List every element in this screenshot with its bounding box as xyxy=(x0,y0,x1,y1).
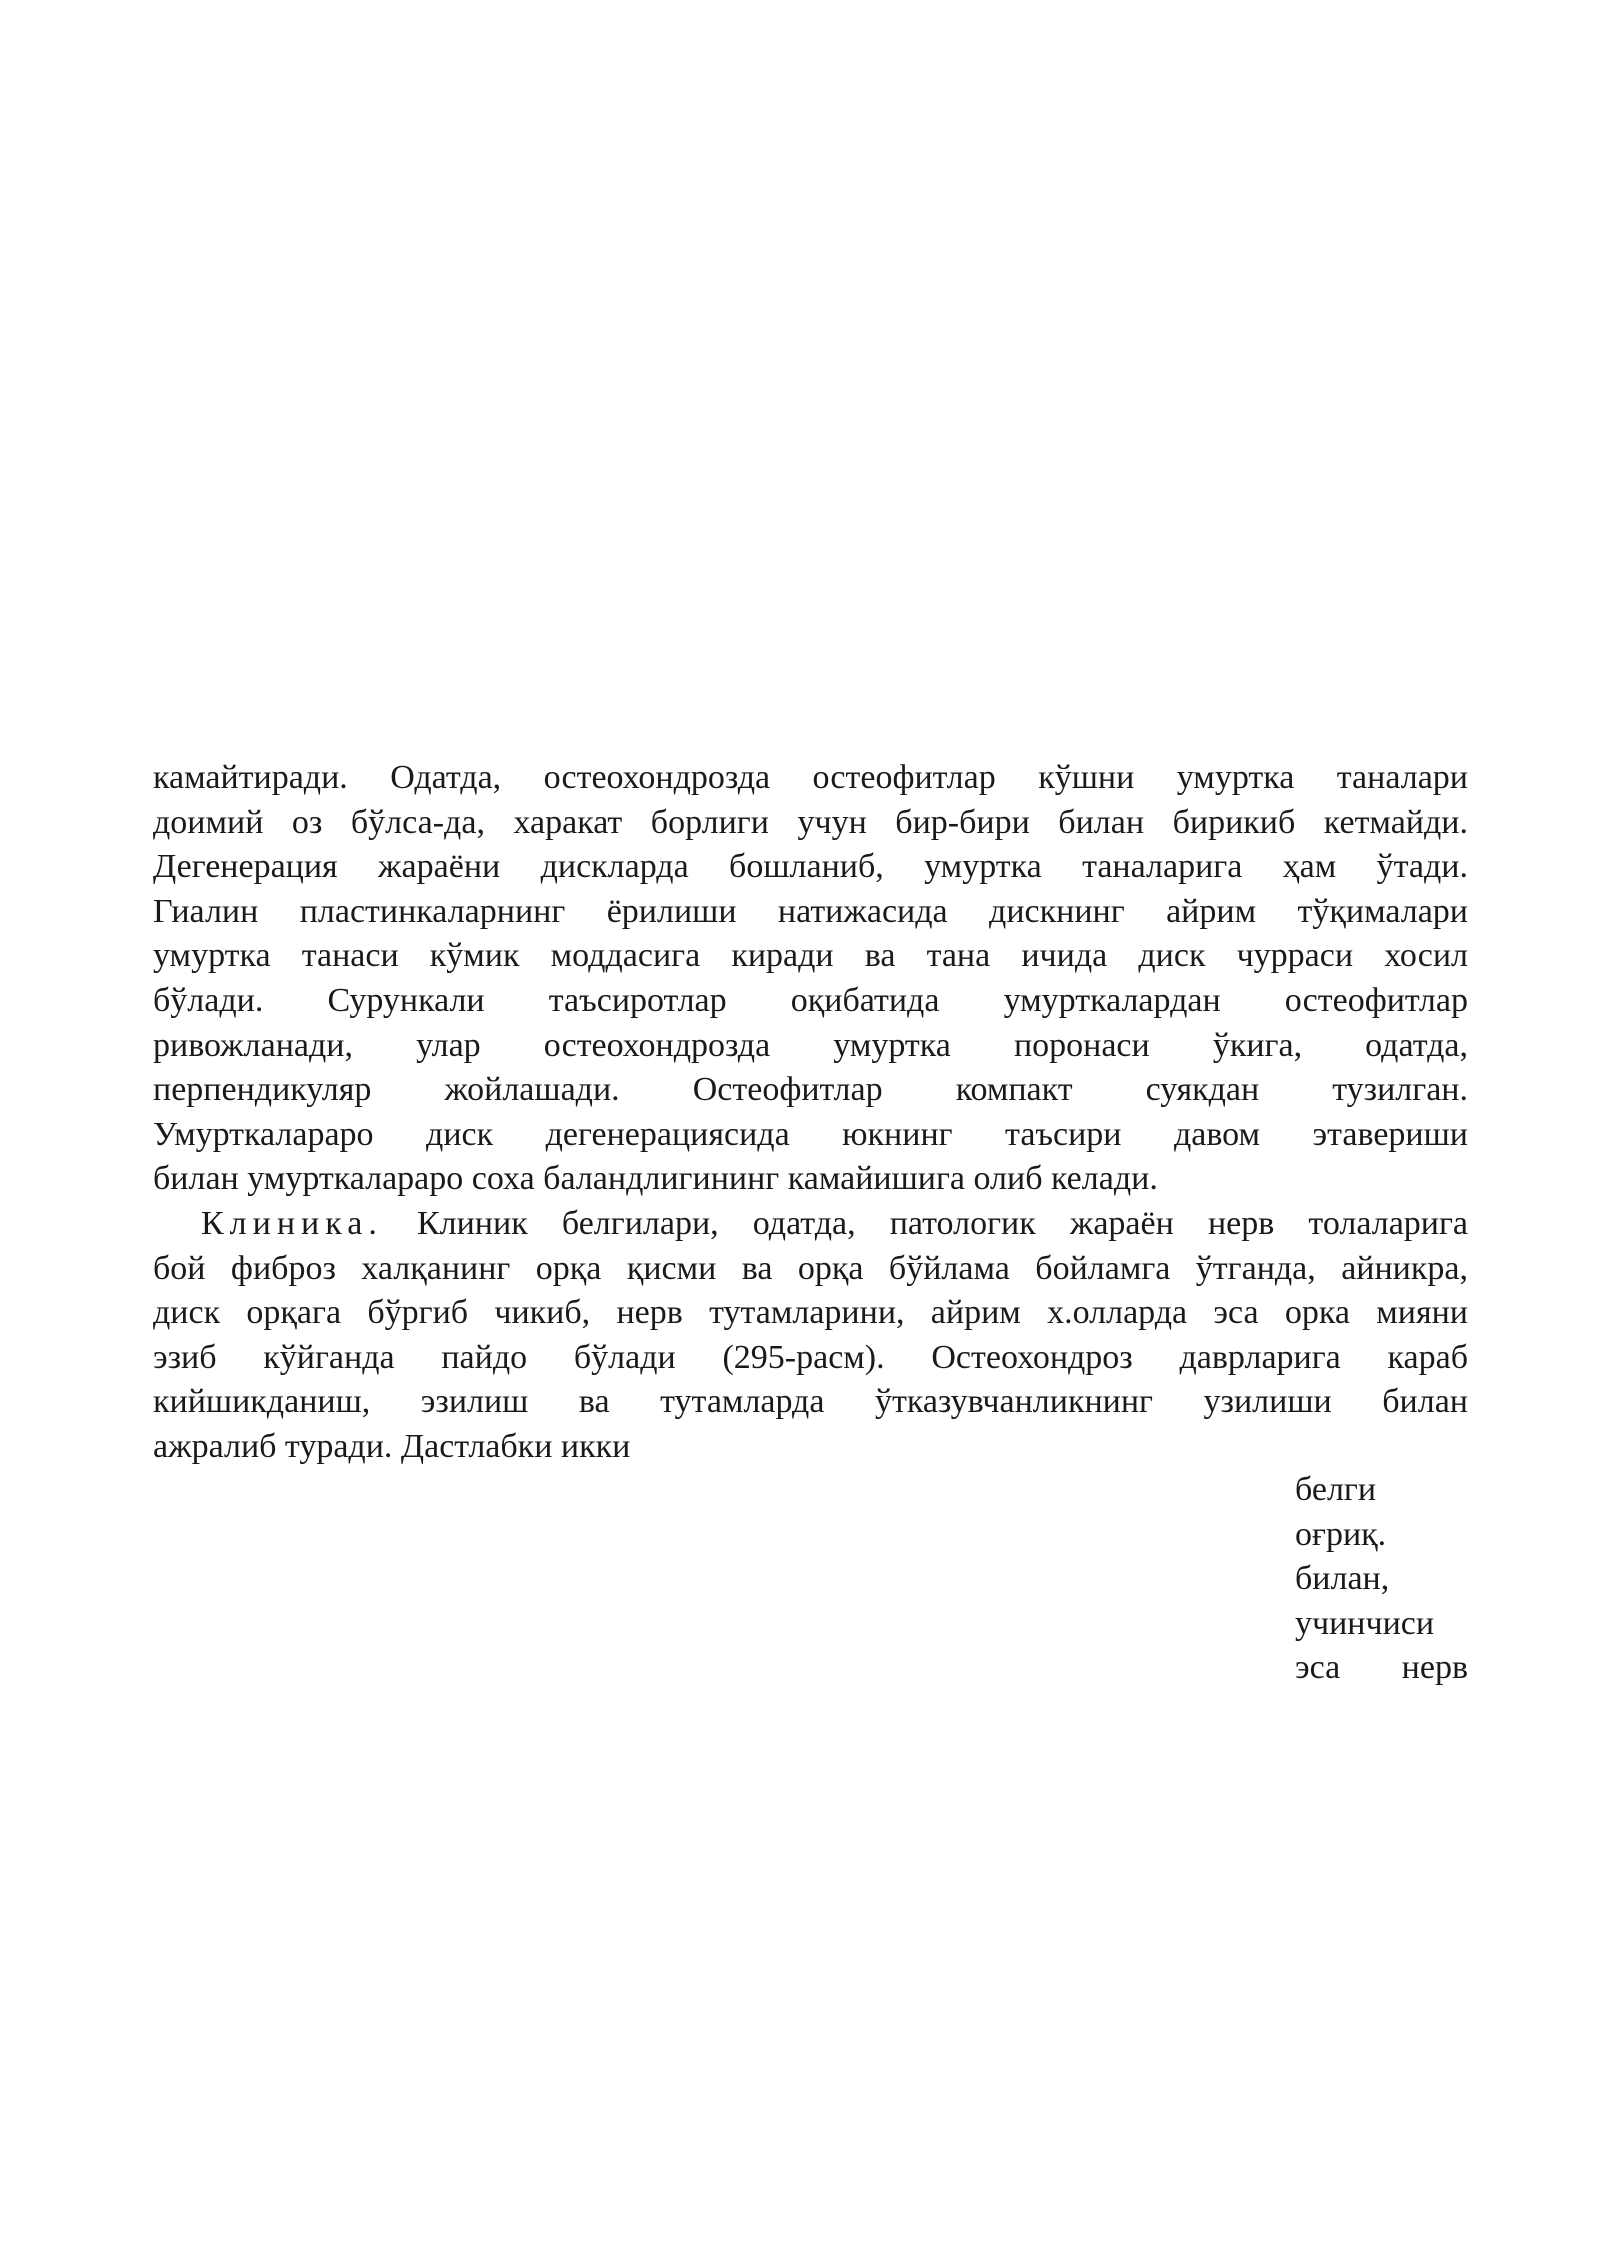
text-line: Гиалин пластинкаларнинг ёрилиши натижасида дискнинг айрим тўқималари xyxy=(153,892,1468,930)
text-line: кийшикданиш, эзилиш ва тутамларда ўтказувчанликнинг узилиши билан xyxy=(153,1383,1468,1421)
text-line: бўлади. Сурункали таъсиротлар оқибатида умурткалардан остеофитлар xyxy=(153,981,1468,1019)
side-text-column xyxy=(1295,1468,1468,1691)
main-text-block xyxy=(153,756,1468,1470)
klinika-first-line-text: Клиник белгилари, одатда, патологик жараён нерв толаларига xyxy=(416,1204,1469,1242)
side-text-line: учинчиси xyxy=(1295,1604,1435,1642)
text-line: Дегенерация жараёни дискларда бошланиб, умуртка таналарига ҳам ўтади. xyxy=(153,848,1468,886)
side-text-line: оғриқ. xyxy=(1295,1515,1387,1553)
text-line: умуртка танаси кўмик моддасига киради ва тана ичида диск чурраси хосил xyxy=(153,937,1468,975)
text-line: Умурткалараро диск дегенерациясида юкнинг таъсири давом этавериши xyxy=(153,1115,1468,1153)
text-line: перпендикуляр жойлашади. Остеофитлар компакт суякдан тузилган. xyxy=(153,1071,1468,1109)
text-line: диск орқага бўргиб чикиб, нерв тутамларини, айрим х.олларда эса орка мияни xyxy=(153,1294,1468,1332)
text-line: ривожланади, улар остеохондрозда умуртка поронаси ўкига, одатда, xyxy=(153,1026,1468,1064)
text-line: доимий оз бўлса-да, харакат борлиги учун бир-бири билан бирикиб кетмайди. xyxy=(153,803,1468,841)
text-line: билан умурткалараро соха баландлигининг камайишига олиб келади. xyxy=(153,1160,1158,1198)
side-text-line: белги xyxy=(1295,1471,1377,1508)
text-line: камайтиради. Одатда, остеохондрозда остеофитлар кўшни умуртка таналари xyxy=(153,759,1468,796)
klinika-heading: Клиника. xyxy=(201,1204,383,1242)
text-line: бой фиброз халқанинг орқа қисми ва орқа бўйлама бойламга ўтганда, айникра, xyxy=(153,1249,1468,1287)
side-text-line: билан, xyxy=(1295,1560,1390,1598)
text-line: эзиб кўйганда пайдо бўлади (295-расм). Остеохондроз даврларига караб xyxy=(153,1338,1468,1376)
klinika-first-line xyxy=(153,1202,1468,1247)
text-line: ажралиб туради. Дастлабки икки xyxy=(153,1427,631,1465)
side-text-line: эса нерв xyxy=(1295,1649,1468,1687)
